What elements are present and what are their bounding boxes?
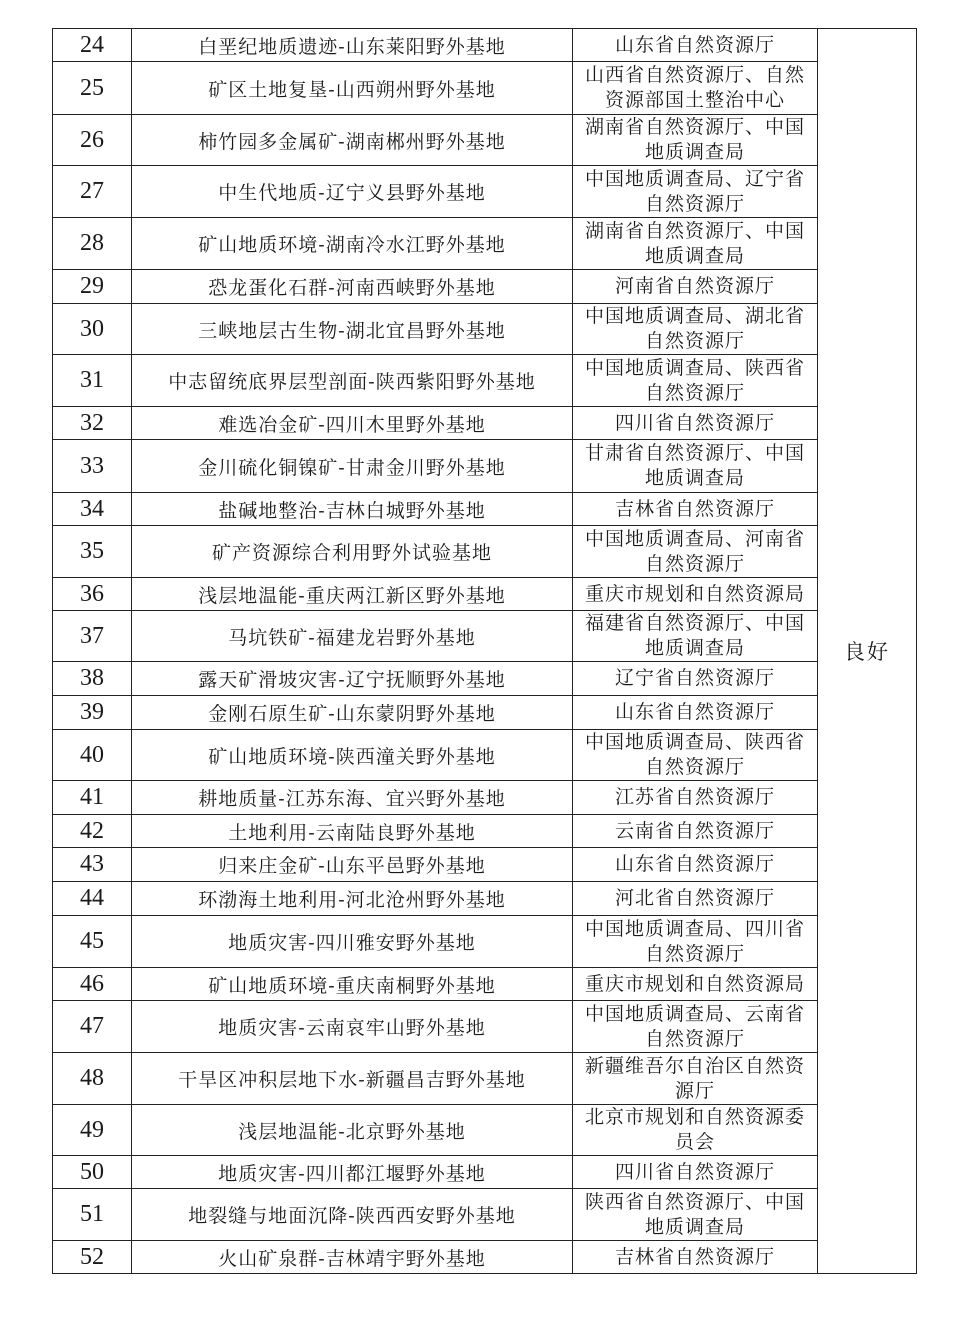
responsible-unit	[573, 1241, 818, 1274]
responsible-unit	[573, 115, 818, 166]
row-number: 40	[53, 730, 132, 781]
row-number: 48	[53, 1053, 132, 1105]
table-row	[53, 1053, 917, 1105]
responsible-unit	[573, 218, 818, 270]
unit-line: 山东省自然资源厅	[614, 33, 775, 56]
table-row	[53, 166, 917, 218]
responsible-unit	[573, 62, 818, 115]
unit-line: 中国地质调查局、河南省	[584, 527, 805, 550]
responsible-unit	[573, 304, 818, 355]
row-number: 27	[53, 166, 132, 218]
unit-line: 北京市规划和自然资源委	[584, 1106, 805, 1128]
row-number: 52	[53, 1241, 132, 1274]
base-name: 矿山地质环境-陕西潼关野外基地	[132, 730, 573, 781]
table-row	[53, 1001, 917, 1053]
row-number: 50	[53, 1156, 132, 1189]
table-row	[53, 407, 917, 440]
unit-line: 自然资源厅	[644, 942, 745, 965]
responsible-unit	[573, 916, 818, 968]
unit-line: 源厅	[674, 1079, 715, 1102]
unit-line: 中国地质调查局、辽宁省	[584, 167, 805, 190]
unit-line: 山东省自然资源厅	[614, 853, 775, 875]
table-row	[53, 848, 917, 882]
responsible-unit	[573, 730, 818, 781]
unit-line: 自然资源厅	[644, 1027, 745, 1050]
responsible-unit	[573, 848, 818, 882]
responsible-unit	[573, 781, 818, 815]
responsible-unit	[573, 662, 818, 696]
unit-line: 自然资源厅	[644, 756, 745, 778]
unit-line: 山西省自然资源厅、自然	[584, 64, 805, 86]
row-number: 26	[53, 115, 132, 166]
row-number: 39	[53, 696, 132, 730]
base-name: 难选冶金矿-四川木里野外基地	[132, 407, 573, 440]
unit-line: 中国地质调查局、云南省	[584, 1002, 805, 1025]
responsible-unit	[573, 1189, 818, 1241]
unit-line: 四川省自然资源厅	[614, 411, 775, 434]
responsible-unit	[573, 526, 818, 578]
table-row	[53, 62, 917, 115]
unit-line: 资源部国土整治中心	[604, 89, 785, 111]
base-name: 环渤海土地利用-河北沧州野外基地	[132, 882, 573, 916]
base-name: 恐龙蛋化石群-河南西峡野外基地	[132, 270, 573, 304]
table-row	[53, 29, 917, 62]
unit-line: 吉林省自然资源厅	[614, 497, 775, 520]
base-name: 中生代地质-辽宁义县野外基地	[132, 166, 573, 218]
base-name: 地质灾害-云南哀牢山野外基地	[132, 1001, 573, 1053]
responsible-unit	[573, 493, 818, 526]
base-name: 矿产资源综合利用野外试验基地	[132, 526, 573, 578]
evaluation-grade: 良好	[818, 29, 917, 1274]
table-row	[53, 440, 917, 493]
base-name: 金川硫化铜镍矿-甘肃金川野外基地	[132, 440, 573, 493]
row-number: 32	[53, 407, 132, 440]
unit-line: 河北省自然资源厅	[614, 887, 775, 909]
base-name: 矿区土地复垦-山西朔州野外基地	[132, 62, 573, 115]
base-name: 金刚石原生矿-山东蒙阴野外基地	[132, 696, 573, 730]
unit-line: 湖南省自然资源厅、中国	[584, 116, 805, 138]
base-name: 柿竹园多金属矿-湖南郴州野外基地	[132, 115, 573, 166]
base-name: 归来庄金矿-山东平邑野外基地	[132, 848, 573, 882]
table-row	[53, 662, 917, 696]
base-name: 地裂缝与地面沉降-陕西西安野外基地	[132, 1189, 573, 1241]
table-body	[53, 29, 917, 1274]
base-name: 露天矿滑坡灾害-辽宁抚顺野外基地	[132, 662, 573, 696]
table-row	[53, 1241, 917, 1274]
responsible-unit	[573, 815, 818, 848]
responsible-unit	[573, 578, 818, 611]
table-row	[53, 218, 917, 270]
row-number: 45	[53, 916, 132, 968]
base-name: 地质灾害-四川都江堰野外基地	[132, 1156, 573, 1189]
base-name: 盐碱地整治-吉林白城野外基地	[132, 493, 573, 526]
unit-line: 地质调查局	[644, 141, 745, 163]
responsible-unit	[573, 882, 818, 916]
base-name: 耕地质量-江苏东海、宜兴野外基地	[132, 781, 573, 815]
responsible-unit	[573, 611, 818, 662]
table-row	[53, 304, 917, 355]
field-base-table	[52, 28, 917, 1274]
unit-line: 自然资源厅	[644, 552, 745, 575]
table-row	[53, 1156, 917, 1189]
responsible-unit	[573, 1105, 818, 1156]
row-number: 34	[53, 493, 132, 526]
row-number: 25	[53, 62, 132, 115]
table-row	[53, 270, 917, 304]
base-name: 三峡地层古生物-湖北宜昌野外基地	[132, 304, 573, 355]
base-name: 火山矿泉群-吉林靖宇野外基地	[132, 1241, 573, 1274]
unit-line: 辽宁省自然资源厅	[614, 667, 775, 689]
unit-line: 地质调查局	[644, 1215, 745, 1238]
base-name: 地质灾害-四川雅安野外基地	[132, 916, 573, 968]
base-name: 矿山地质环境-湖南冷水江野外基地	[132, 218, 573, 270]
unit-line: 吉林省自然资源厅	[614, 1245, 775, 1268]
table-row	[53, 1189, 917, 1241]
base-name: 干旱区冲积层地下水-新疆昌吉野外基地	[132, 1053, 573, 1105]
table-row	[53, 355, 917, 407]
unit-line: 地质调查局	[644, 637, 745, 659]
row-number: 33	[53, 440, 132, 493]
unit-line: 自然资源厅	[644, 381, 745, 404]
row-number: 28	[53, 218, 132, 270]
unit-line: 江苏省自然资源厅	[614, 786, 775, 808]
table-row	[53, 968, 917, 1001]
base-name: 马坑铁矿-福建龙岩野外基地	[132, 611, 573, 662]
row-number: 35	[53, 526, 132, 578]
unit-line: 重庆市规划和自然资源局	[584, 972, 805, 995]
table-row	[53, 1105, 917, 1156]
base-name: 浅层地温能-重庆两江新区野外基地	[132, 578, 573, 611]
responsible-unit	[573, 1053, 818, 1105]
row-number: 38	[53, 662, 132, 696]
responsible-unit	[573, 355, 818, 407]
unit-line: 中国地质调查局、湖北省	[584, 305, 805, 327]
base-name: 浅层地温能-北京野外基地	[132, 1105, 573, 1156]
row-number: 44	[53, 882, 132, 916]
unit-line: 湖南省自然资源厅、中国	[584, 219, 805, 242]
row-number: 46	[53, 968, 132, 1001]
unit-line: 山东省自然资源厅	[614, 701, 775, 723]
unit-line: 地质调查局	[644, 244, 745, 267]
table-row	[53, 115, 917, 166]
responsible-unit	[573, 270, 818, 304]
row-number: 42	[53, 815, 132, 848]
table-row	[53, 882, 917, 916]
table-row	[53, 730, 917, 781]
table-row	[53, 611, 917, 662]
unit-line: 四川省自然资源厅	[614, 1160, 775, 1183]
unit-line: 重庆市规划和自然资源局	[584, 582, 805, 605]
unit-line: 地质调查局	[644, 467, 745, 489]
table-row	[53, 916, 917, 968]
unit-line: 自然资源厅	[644, 330, 745, 352]
table-row	[53, 781, 917, 815]
unit-line: 员会	[674, 1131, 715, 1153]
table-row	[53, 493, 917, 526]
row-number: 47	[53, 1001, 132, 1053]
row-number: 36	[53, 578, 132, 611]
responsible-unit	[573, 166, 818, 218]
unit-line: 云南省自然资源厅	[614, 819, 775, 842]
responsible-unit	[573, 29, 818, 62]
table-row	[53, 696, 917, 730]
responsible-unit	[573, 1001, 818, 1053]
unit-line: 陕西省自然资源厅、中国	[584, 1190, 805, 1213]
row-number: 37	[53, 611, 132, 662]
table-row	[53, 578, 917, 611]
row-number: 30	[53, 304, 132, 355]
base-name: 土地利用-云南陆良野外基地	[132, 815, 573, 848]
row-number: 41	[53, 781, 132, 815]
row-number: 29	[53, 270, 132, 304]
unit-line: 甘肃省自然资源厅、中国	[584, 442, 805, 464]
unit-line: 中国地质调查局、四川省	[584, 917, 805, 940]
responsible-unit	[573, 440, 818, 493]
row-number: 31	[53, 355, 132, 407]
unit-line: 福建省自然资源厅、中国	[584, 612, 805, 634]
responsible-unit	[573, 968, 818, 1001]
responsible-unit	[573, 1156, 818, 1189]
base-name: 矿山地质环境-重庆南桐野外基地	[132, 968, 573, 1001]
base-name: 中志留统底界层型剖面-陕西紫阳野外基地	[132, 355, 573, 407]
unit-line: 新疆维吾尔自治区自然资	[584, 1054, 805, 1077]
responsible-unit	[573, 407, 818, 440]
unit-line: 河南省自然资源厅	[614, 275, 775, 297]
row-number: 51	[53, 1189, 132, 1241]
unit-line: 中国地质调查局、陕西省	[584, 356, 805, 379]
row-number: 49	[53, 1105, 132, 1156]
table-row	[53, 526, 917, 578]
unit-line: 中国地质调查局、陕西省	[584, 731, 805, 753]
row-number: 43	[53, 848, 132, 882]
table-row	[53, 815, 917, 848]
responsible-unit	[573, 696, 818, 730]
base-name: 白垩纪地质遗迹-山东莱阳野外基地	[132, 29, 573, 62]
unit-line: 自然资源厅	[644, 192, 745, 215]
row-number: 24	[53, 29, 132, 62]
